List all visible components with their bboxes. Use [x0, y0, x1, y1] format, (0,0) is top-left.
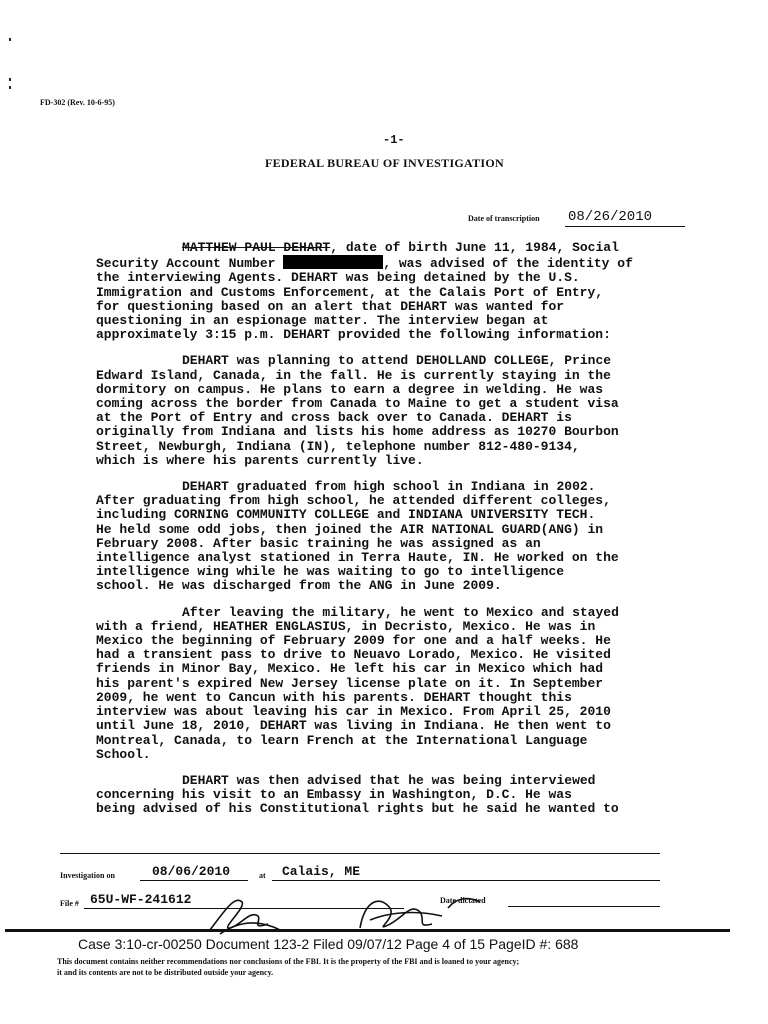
file-number-label: File # [60, 899, 79, 908]
paragraph-4: After leaving the military, he went to Mexico and stayed with a friend, HEATHER ENGLASIUS, in Decristo, Mexico. He was in Mexico the beginning of February 2009 for one and a half weeks. He had a transient pass to drive to Neuavo Lorado, Mexico. He visited friends in Minor Bay, Mexico. He left his car in Mexico which had his parent's expired New Jersey license plate on it. In September 2009, he went to Cancun with his parents. DEHART thought this interview was about leaving his car in Mexico. From April 25, 2010 until June 18, 2010, DEHART was living in Indiana. He then went to Montreal, Canada, to learn French at the International Language School. [96, 604, 619, 762]
paragraph-5: DEHART was then advised that he was being interviewed concerning his visit to an Embassy in Washington, D.C. He was being advised of his Constitutional rights but he said he wanted to [96, 772, 619, 817]
date-underline [565, 226, 685, 227]
footer-top-rule [60, 853, 660, 854]
case-filing-stamp: Case 3:10-cr-00250 Document 123-2 Filed 09/07/12 Page 4 of 15 PageID #: 688 [78, 936, 579, 952]
date-dictated-line [508, 906, 660, 907]
page-number: -1- [383, 133, 405, 147]
paragraph-3: DEHART graduated from high school in Indiana in 2002. After graduating from high school, he attended different colleges, including CORNING COMMUNITY COLLEGE and INDIANA UNIVERSITY TECH. He held some odd jobs, then joined the AIR NATIONAL GUARD(ANG) in February 2008. After basic training he was assigned as an intelligence analyst stationed in Terra Haute, IN. He worked on the intelligence wing while he was waiting to go to intelligence school. He was discharged from the ANG in June 2009. [96, 479, 619, 594]
scan-speck [9, 86, 11, 89]
transcription-date-label: Date of transcription [468, 214, 540, 223]
subject-name: MATTHEW PAUL DEHART [182, 240, 331, 255]
document-body [96, 241, 676, 817]
distribution-notice: This document contains neither recommendations nor conclusions of the FBI. It is the property of the FBI and is loaned to your agency; it and its contents are not to be distributed outside your agency. [57, 957, 520, 977]
scan-speck [9, 38, 11, 41]
investigation-location: Calais, ME [282, 864, 361, 879]
paragraph-1-text: , date of birth June 11, 1984, Social Security Account Number [96, 240, 619, 272]
at-label: at [259, 871, 266, 880]
form-number: FD-302 (Rev. 10-6-95) [40, 98, 115, 107]
investigation-date: 08/06/2010 [152, 864, 231, 879]
location-line [272, 880, 660, 881]
redaction-box [283, 255, 383, 269]
scan-speck [9, 78, 11, 81]
paragraph-1-text-continued: , was advised of the identity of the interviewing Agents. DEHART was being detained by the U.S. Immigration and Customs Enforcement, at the Calais Port of Entry, for questioning based on an alert that DEHART was wanted for questioning in an espionage matter. The interview began at approximately 3:15 p.m. DEHART provided the following information: [96, 256, 633, 343]
transcription-date-value: 08/26/2010 [568, 209, 653, 225]
investigation-label: Investigation on [60, 871, 115, 880]
footer-heavy-rule [5, 929, 730, 932]
paragraph-2: DEHART was planning to attend DEHOLLAND COLLEGE, Prince Edward Island, Canada, in the fall. He is currently staying in the dormitory on campus. He plans to earn a degree in welding. He was coming across the border from Canada to Maine to get a student visa at the Port of Entry and cross back over to Canada. DEHART is originally from Indiana and lists his home address as 10270 Bourbon Street, Newburgh, Indiana (IN), telephone number 812-480-9134, which is where his parents currently live. [96, 353, 619, 468]
agency-title: FEDERAL BUREAU OF INVESTIGATION [265, 156, 505, 170]
investigation-date-line [140, 880, 248, 881]
date-dictated-label: Date dictated [440, 896, 486, 905]
file-number: 65U-WF-241612 [90, 892, 192, 907]
paragraph-1 [96, 241, 676, 342]
